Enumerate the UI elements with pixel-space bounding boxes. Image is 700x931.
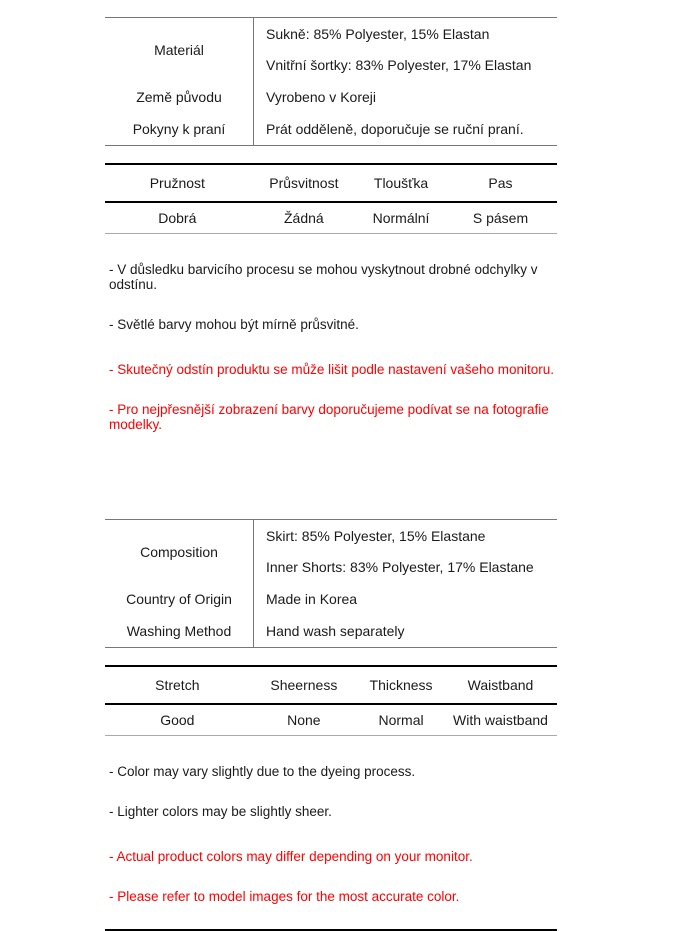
attributes-table-cz — [105, 163, 557, 234]
spec-value-line: Skirt: 85% Polyester, 15% Elastane — [266, 528, 486, 544]
note-sheer: - Lighter colors may be slightly sheer. — [109, 804, 332, 819]
attributes-value-row — [105, 704, 557, 736]
spec-label-composition: Composition — [105, 520, 254, 584]
attr-header-waistband: Pas — [444, 164, 557, 202]
attr-value-waistband: With waistband — [453, 712, 548, 728]
table-row-washing — [105, 113, 557, 146]
product-info-section-en — [105, 519, 557, 904]
attr-header-sheerness: Průsvitnost — [250, 164, 358, 202]
attributes-header-row — [105, 164, 557, 202]
table-row-washing — [105, 615, 557, 648]
spec-table-en — [105, 519, 557, 648]
attributes-table-en — [105, 665, 557, 736]
note-dyeing: - V důsledku barvicího procesu se mohou vyskytnout drobné odchylky v odstínu. — [109, 262, 538, 292]
note-dyeing: - Color may vary slightly due to the dyeing process. — [109, 764, 416, 779]
attr-header-stretch: Stretch — [105, 666, 250, 704]
spec-label-origin: Země původu — [105, 81, 254, 113]
attributes-value-row — [105, 202, 557, 234]
note-monitor: - Skutečný odstín produktu se může lišit podle nastavení vašeho monitoru. — [109, 362, 554, 377]
attr-header-sheerness: Sheerness — [250, 666, 358, 704]
product-info-section-cz — [105, 0, 557, 432]
attr-value-waistband: S pásem — [472, 210, 529, 226]
spec-value-line: Vnitřní šortky: 83% Polyester, 17% Elastan — [266, 57, 532, 73]
notes-cz — [105, 262, 557, 432]
spec-table-cz — [105, 17, 557, 146]
spec-value-washing: Hand wash separately — [266, 623, 405, 639]
attr-header-waistband: Waistband — [444, 666, 557, 704]
attr-value-thickness: Normální — [372, 210, 430, 226]
attr-header-stretch: Pružnost — [105, 164, 250, 202]
attr-header-thickness: Tloušťka — [358, 164, 444, 202]
spec-value-origin: Vyrobeno v Koreji — [266, 89, 376, 105]
table-row-origin — [105, 81, 557, 113]
spec-value-line: Sukně: 85% Polyester, 15% Elastan — [266, 26, 490, 42]
table-row-material — [105, 18, 557, 82]
attr-value-sheerness: None — [287, 712, 321, 728]
attr-value-sheerness: Žádná — [284, 210, 324, 226]
spec-value-line: Inner Shorts: 83% Polyester, 17% Elastane — [266, 559, 534, 575]
note-model-photo: - Please refer to model images for the most accurate color. — [109, 889, 460, 904]
note-sheer: - Světlé barvy mohou být mírně průsvitné. — [109, 317, 359, 332]
spec-label-washing: Washing Method — [105, 615, 254, 648]
attr-value-stretch: Dobrá — [158, 210, 197, 226]
spec-label-washing: Pokyny k praní — [105, 113, 254, 146]
note-monitor: - Actual product colors may differ depending on your monitor. — [109, 849, 473, 864]
attr-value-thickness: Normal — [378, 712, 424, 728]
notes-en — [105, 764, 557, 904]
attr-value-stretch: Good — [160, 712, 195, 728]
spec-value-composition — [254, 520, 558, 584]
note-model-photo: - Pro nejpřesnější zobrazení barvy doporučujeme podívat se na fotografie modelky. — [109, 402, 549, 432]
spec-value-material — [254, 18, 558, 82]
attributes-header-row — [105, 666, 557, 704]
attr-header-thickness: Thickness — [358, 666, 444, 704]
spec-value-origin: Made in Korea — [266, 591, 358, 607]
spec-label-material: Materiál — [105, 18, 254, 82]
table-row-composition — [105, 520, 557, 584]
table-row-origin — [105, 583, 557, 615]
spec-value-washing: Prát odděleně, doporučuje se ruční praní. — [266, 121, 524, 137]
product-info-content — [105, 0, 557, 931]
spec-label-origin: Country of Origin — [105, 583, 254, 615]
